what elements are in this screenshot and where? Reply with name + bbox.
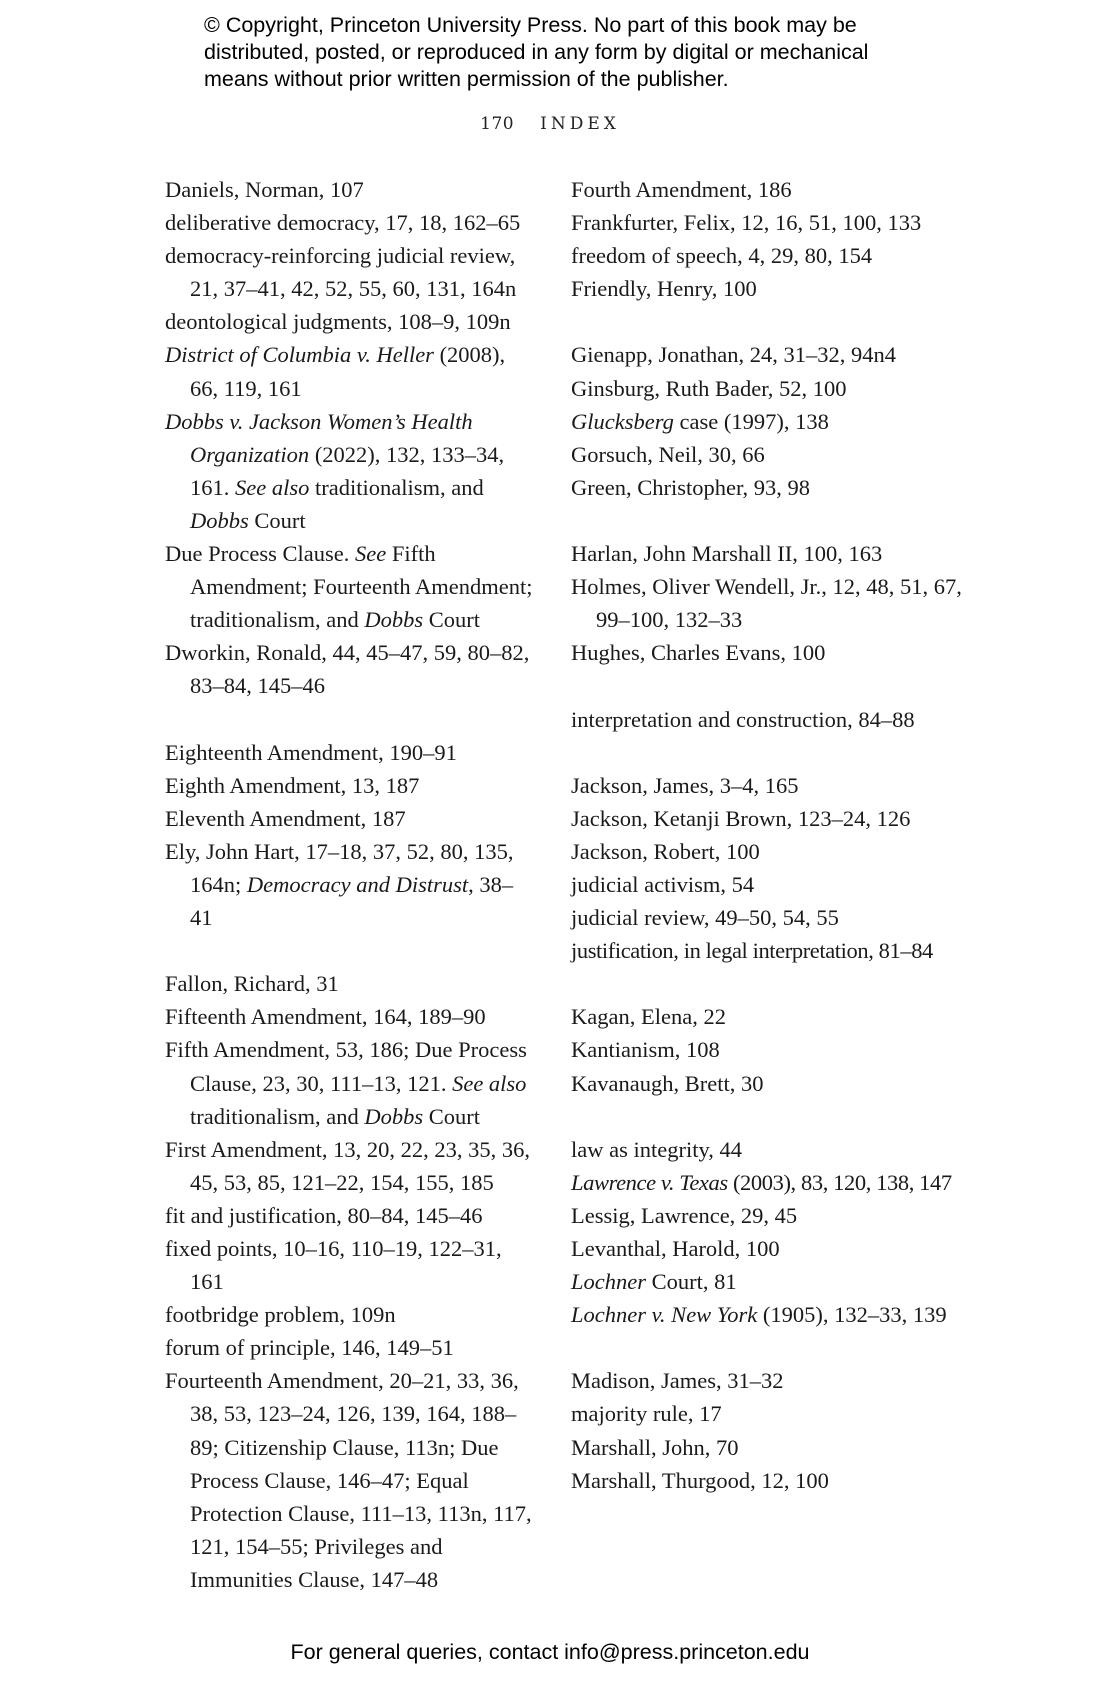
index-column-left — [165, 173, 535, 1596]
entry-text: Lessig, Lawrence, 29, 45 — [571, 1202, 798, 1228]
entry-text: Ely, John Hart, 17–18, 37, 52, 80, 135, 164n; — [165, 838, 514, 897]
see-also-target: traditionalism, and — [190, 1103, 365, 1129]
entry-text: law as integrity, 44 — [571, 1136, 743, 1162]
entry-italic-title: Lochner — [571, 1269, 646, 1295]
index-entry — [165, 636, 535, 702]
entry-text: Fifteenth Amendment, 164, 189–90 — [165, 1004, 486, 1030]
index-entry — [571, 1397, 971, 1430]
index-entry — [571, 1265, 971, 1298]
index-entry — [571, 173, 971, 206]
index-entry — [165, 537, 535, 636]
index-entry — [571, 769, 971, 802]
entry-text: freedom of speech, 4, 29, 80, 154 — [571, 243, 873, 269]
entry-text: Marshall, John, 70 — [571, 1434, 739, 1460]
index-entry — [165, 239, 535, 305]
footer-contact: For general queries, contact info@press.princeton.edu — [290, 1640, 810, 1664]
index-entry — [571, 438, 971, 471]
index-entry — [165, 769, 535, 802]
index-entry — [571, 272, 971, 305]
index-entry — [165, 1000, 535, 1033]
entry-text: First Amendment, 13, 20, 22, 23, 35, 36, 45, 53, 85, 121–22, 154, 155, 185 — [165, 1136, 530, 1195]
entry-text: Harlan, John Marshall II, 100, 163 — [571, 541, 883, 567]
index-entry — [571, 636, 971, 669]
index-entry — [571, 1199, 971, 1232]
see-also-target: Court — [423, 1103, 480, 1129]
index-entry — [571, 1166, 971, 1199]
entry-text: Marshall, Thurgood, 12, 100 — [571, 1467, 829, 1493]
index-entry — [571, 570, 971, 636]
entry-text: Levanthal, Harold, 100 — [571, 1236, 780, 1261]
index-entry — [571, 206, 971, 239]
entry-text: majority rule, 17 — [571, 1401, 722, 1427]
entry-text: Eighteenth Amendment, 190–91 — [165, 739, 457, 765]
entry-text: Court, 81 — [646, 1269, 737, 1295]
entry-text: Green, Christopher, 93, 98 — [571, 474, 811, 500]
entry-text: (1905), 132–33, 139 — [757, 1302, 947, 1328]
see-also-target-italic: Dobbs — [190, 507, 249, 533]
index-entry — [165, 206, 535, 239]
entry-italic-title: Glucksberg — [571, 408, 674, 434]
index-entry — [571, 1298, 971, 1331]
entry-text: Eighth Amendment, 13, 187 — [165, 772, 420, 798]
entry-italic-title: Dobbs v. Jackson Women’s Health Organization — [165, 408, 473, 467]
index-entry — [571, 1364, 971, 1397]
entry-text: Dworkin, Ronald, 44, 45–47, 59, 80–82, 83–84, 145–46 — [165, 640, 530, 699]
see-also-label: See also — [452, 1070, 527, 1096]
entry-italic-title: Democracy and Distrust — [246, 871, 469, 897]
index-entry — [165, 835, 535, 934]
entry-text: Kantianism, 108 — [571, 1037, 720, 1063]
index-entry — [165, 173, 535, 206]
entry-text: Gienapp, Jonathan, 24, 31–32, 94n4 — [571, 342, 896, 368]
entry-text: fixed points, 10–16, 110–19, 122–31, 161 — [165, 1236, 502, 1295]
index-entry — [571, 868, 971, 901]
see-also-label: See — [354, 541, 387, 567]
index-entry — [165, 1232, 535, 1298]
entry-text: footbridge problem, 109n — [165, 1302, 396, 1328]
index-entry — [165, 305, 535, 338]
entry-text: case (1997), 138 — [673, 408, 829, 434]
entry-text: Jackson, James, 3–4, 165 — [571, 772, 799, 798]
entry-text: Daniels, Norman, 107 — [165, 177, 364, 202]
index-entry — [571, 1431, 971, 1464]
index-entry — [165, 1133, 535, 1199]
entry-text: (2022), 132, 133–34, 161. — [190, 441, 505, 500]
see-also-target: Court — [423, 607, 480, 633]
see-also-target: Court — [248, 507, 306, 533]
entry-text: fit and justification, 80–84, 145–46 — [165, 1202, 483, 1228]
index-entry — [571, 1464, 971, 1497]
see-also-target: Fifth Amendment; Fourteenth Amendment; traditionalism, and — [190, 541, 533, 633]
index-entry — [571, 901, 971, 934]
see-also-target-italic: Dobbs — [364, 1103, 424, 1129]
index-entry — [165, 802, 535, 835]
entry-text: forum of principle, 146, 149–51 — [165, 1335, 454, 1361]
see-also-label: See also — [235, 474, 310, 500]
index-entry — [165, 736, 535, 769]
index-entry — [571, 802, 971, 835]
section-title: INDEX — [540, 114, 620, 134]
index-entry — [571, 537, 971, 570]
index-entry — [165, 1298, 535, 1331]
entry-text: Fifth Amendment, 53, 186; Due Process Clause, 23, 30, 111–13, 121. — [165, 1037, 527, 1096]
entry-text: Fourteenth Amendment, 20–21, 33, 36, 38, 53, 123–24, 126, 139, 164, 188–89; Citizenship Clause, 113n; Due Process Clause, 146–47; Equal Protection Clause, 111–13, 113n, 117, 121, 154–55; Privileges and Immunities Clause, 147–48 — [165, 1368, 532, 1592]
entry-italic-title: Lochner v. New York — [571, 1302, 758, 1328]
index-entry — [571, 835, 971, 868]
entry-text: Fallon, Richard, 31 — [165, 971, 339, 997]
entry-text: justification, in legal interpretation, 81–84 — [571, 938, 933, 964]
entry-text: democracy-reinforcing judicial review, 21, 37–41, 42, 52, 55, 60, 131, 164n — [165, 243, 517, 302]
entry-text: Kagan, Elena, 22 — [571, 1004, 726, 1030]
index-entry — [165, 1033, 535, 1132]
entry-text: Frankfurter, Felix, 12, 16, 51, 100, 133 — [571, 210, 922, 236]
entry-italic-title: Lawrence v. Texas — [571, 1169, 728, 1195]
index-entry — [165, 405, 535, 537]
index-entry — [571, 1067, 971, 1100]
index-column-right — [571, 173, 971, 1497]
entry-italic-title: District of Columbia v. Heller — [165, 342, 434, 368]
entry-text: interpretation and construction, 84–88 — [571, 706, 915, 732]
entry-text: Eleventh Amendment, 187 — [165, 805, 406, 831]
copyright-notice: © Copyright, Princeton University Press. No part of this book may be distributed, posted, or reproduced in any form by digital or mechanical means without prior written permission of the publisher. — [204, 13, 869, 91]
entry-text: deontological judgments, 108–9, 109n — [165, 309, 511, 335]
entry-text: Ginsburg, Ruth Bader, 52, 100 — [571, 375, 847, 401]
entry-text: Jackson, Robert, 100 — [571, 838, 760, 864]
entry-text: Due Process Clause. — [165, 541, 355, 567]
index-entry — [571, 1000, 971, 1033]
entry-text: (2003), 83, 120, 138, 147 — [727, 1169, 952, 1195]
entry-text: Kavanaugh, Brett, 30 — [571, 1070, 764, 1096]
index-entry — [571, 1133, 971, 1166]
index-entry — [571, 703, 971, 736]
index-entry — [571, 1232, 971, 1265]
entry-text: deliberative democracy, 17, 18, 162–65 — [165, 210, 521, 236]
index-entry — [571, 471, 971, 504]
index-entry — [571, 338, 971, 371]
entry-text: Jackson, Ketanji Brown, 123–24, 126 — [571, 805, 911, 831]
entry-text: judicial activism, 54 — [571, 871, 755, 897]
index-entry — [165, 1199, 535, 1232]
entry-text: Holmes, Oliver Wendell, Jr., 12, 48, 51, 67, 99–100, 132–33 — [571, 574, 962, 633]
index-entry — [165, 1364, 535, 1596]
index-entry — [571, 1033, 971, 1066]
running-head — [0, 114, 1100, 134]
entry-text: Gorsuch, Neil, 30, 66 — [571, 441, 765, 467]
entry-text: judicial review, 49–50, 54, 55 — [571, 905, 839, 931]
index-entry — [571, 934, 971, 967]
see-also-target-italic: Dobbs — [364, 607, 424, 633]
entry-text: Madison, James, 31–32 — [571, 1368, 784, 1394]
page-number: 170 — [480, 114, 515, 134]
index-entry — [165, 967, 535, 1000]
entry-text: Hughes, Charles Evans, 100 — [571, 640, 826, 666]
index-entry — [571, 372, 971, 405]
entry-text: Fourth Amendment, 186 — [571, 177, 792, 202]
entry-text: Friendly, Henry, 100 — [571, 276, 757, 302]
see-also-target: traditionalism, and — [309, 474, 484, 500]
entry-text: , 38–41 — [190, 871, 514, 931]
index-entry — [165, 1331, 535, 1364]
index-entry — [571, 405, 971, 438]
entry-text: (2008), 66, 119, 161 — [190, 342, 506, 401]
index-entry — [165, 338, 535, 404]
index-entry — [571, 239, 971, 272]
